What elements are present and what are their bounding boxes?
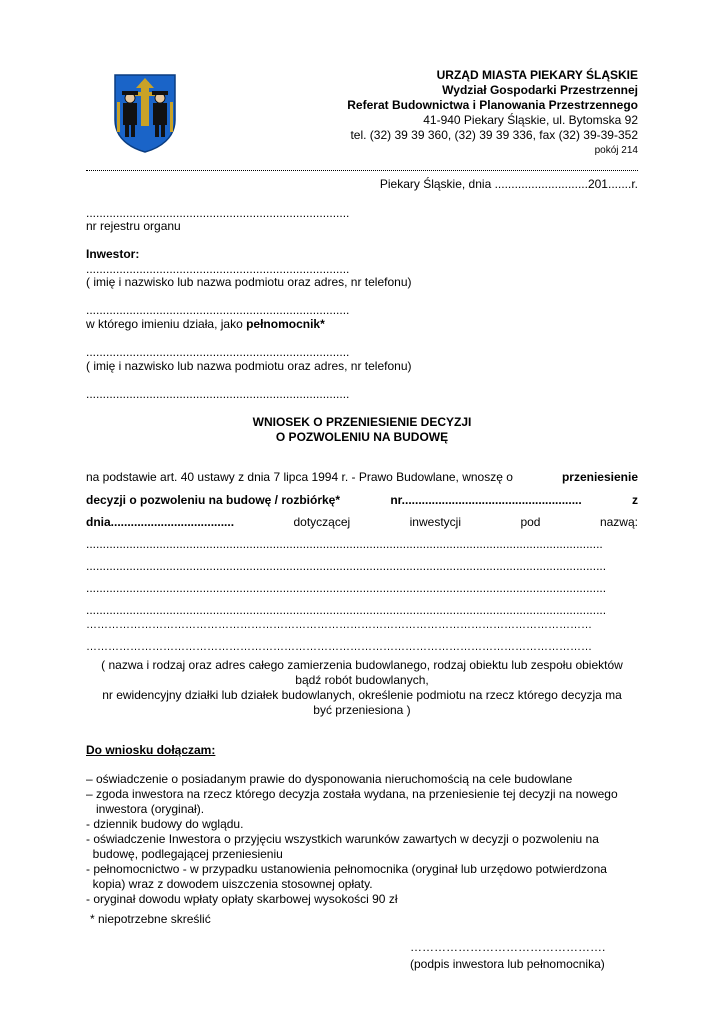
extra-field[interactable]: ............................................................................... <box>86 387 350 401</box>
investment-name-field-3[interactable]: ............................................................................................................................................................ <box>86 581 607 595</box>
date-day-field[interactable]: ............................ <box>494 177 588 191</box>
department-name: Wydział Gospodarki Przestrzennej <box>442 83 638 97</box>
footnote: * niepotrzebne skreślić <box>90 912 211 926</box>
section-name: Referat Budownictwa i Planowania Przestrzennego <box>347 98 638 112</box>
body-line-3-word3: pod <box>520 515 541 529</box>
investment-name-field-5[interactable]: ………………………………………………………………………………………………………………………… <box>86 619 592 631</box>
header-separator <box>86 170 638 171</box>
signature-label: (podpis inwestora lub pełnomocnika) <box>410 957 605 971</box>
body-line-1-bold: przeniesienie <box>561 470 638 484</box>
attachment-item: - oświadczenie Inwestora o przyjęciu wszystkich warunków zawartych w decyzji o pozwoleniu na <box>86 832 599 846</box>
proxy-person-field[interactable]: ............................................................................... <box>86 345 350 359</box>
investment-note-3: nr ewidencyjny działki lub działek budowlanych, określenie podmiotu na rzecz którego decyzja ma <box>102 688 622 702</box>
office-phone: tel. (32) 39 39 360, (32) 39 39 336, fax (32) 39-39-352 <box>350 128 638 142</box>
investment-note-2: bądź robót budowlanych, <box>295 673 429 687</box>
body-line-1 <box>86 470 638 484</box>
attachment-item: - dziennik budowy do wglądu. <box>86 817 244 831</box>
date-line <box>380 177 638 192</box>
attachment-item: kopia) wraz z dowodem uiszczenia stosownej opłaty. <box>86 877 373 891</box>
body-line-3-word4: nazwą: <box>599 515 638 529</box>
attachment-item: inwestora (oryginał). <box>86 802 205 816</box>
attachment-item: – zgoda inwestora na rzecz którego decyzja została wydana, na przeniesienie tej decyzji na nowego <box>86 787 618 801</box>
date-year: 201 <box>587 177 608 191</box>
form-title-line1: WNIOSEK O PRZENIESIENIE DECYZJI <box>252 415 472 429</box>
office-room: pokój 214 <box>594 145 638 156</box>
investor-hint: ( imię i nazwisko lub nazwa podmiotu oraz adres, nr telefonu) <box>86 275 412 289</box>
proxy-field[interactable]: ............................................................................... <box>86 303 350 317</box>
signature-field[interactable]: …………………………………………. <box>410 940 606 954</box>
investment-name-field-6[interactable]: ………………………………………………………………………………………………………………………… <box>86 641 592 653</box>
body-line-3 <box>86 515 638 529</box>
date-year-field[interactable]: ....... <box>607 177 632 191</box>
body-line-2 <box>86 493 638 507</box>
city-coat-of-arms <box>112 72 178 154</box>
form-title-line2: O POZWOLENIU NA BUDOWĘ <box>275 430 449 444</box>
investment-note-1: ( nazwa i rodzaj oraz adres całego zamierzenia budowlanego, rodzaj obiektu lub zespołu obiektów <box>101 658 623 672</box>
investment-name-field-1[interactable]: ........................................................................................................................................................... <box>86 537 603 551</box>
proxy-hint: ( imię i nazwisko lub nazwa podmiotu oraz adres, nr telefonu) <box>86 359 412 373</box>
proxy-text <box>86 317 325 331</box>
attachment-item: - oryginał dowodu wpłaty opłaty skarbowej wysokości 90 zł <box>86 892 398 906</box>
office-name: URZĄD MIASTA PIEKARY ŚLĄSKIE <box>436 68 638 82</box>
attachments-heading: Do wniosku dołączam: <box>86 743 216 757</box>
investment-name-field-4[interactable]: ............................................................................................................................................................ <box>86 603 607 617</box>
attachment-item: – oświadczenie o posiadanym prawie do dysponowania nieruchomością na cele budowlane <box>86 772 573 786</box>
investor-label: Inwestor: <box>86 247 140 261</box>
proxy-text-bold: pełnomocnik* <box>246 317 325 331</box>
investment-note-4: być przeniesiona ) <box>313 703 411 717</box>
attachments-list <box>86 772 646 907</box>
body-line-3-word1: dotyczącej <box>293 515 351 529</box>
body-line-1-text: na podstawie art. 40 ustawy z dnia 7 lipca 1994 r. - Prawo Budowlane, wnoszę o <box>86 470 513 484</box>
date-suffix: r. <box>631 177 638 191</box>
register-number-field[interactable]: ............................................................................... <box>86 206 350 220</box>
body-line-2-z: z <box>632 493 638 507</box>
attachment-item: budowę, podlegającej przeniesieniu <box>86 847 283 861</box>
office-address: 41-940 Piekary Śląskie, ul. Bytomska 92 <box>423 113 638 127</box>
decision-date-field[interactable]: dnia..................................... <box>86 515 235 529</box>
investor-field[interactable]: ............................................................................... <box>86 262 350 276</box>
proxy-text-normal: w którego imieniu działa, jako <box>86 317 247 331</box>
decision-number-field[interactable]: nr...................................................... <box>390 493 582 507</box>
attachment-item: - pełnomocnictwo - w przypadku ustanowienia pełnomocnika (oryginał lub urzędowo potwierdzona <box>86 862 607 876</box>
investment-name-field-2[interactable]: ............................................................................................................................................................ <box>86 559 607 573</box>
body-line-2-decision: decyzji o pozwoleniu na budowę / rozbiórkę* <box>86 493 341 507</box>
body-line-3-word2: inwestycji <box>409 515 461 529</box>
date-prefix: Piekary Śląskie, dnia <box>379 177 492 191</box>
register-number-label: nr rejestru organu <box>86 219 181 233</box>
